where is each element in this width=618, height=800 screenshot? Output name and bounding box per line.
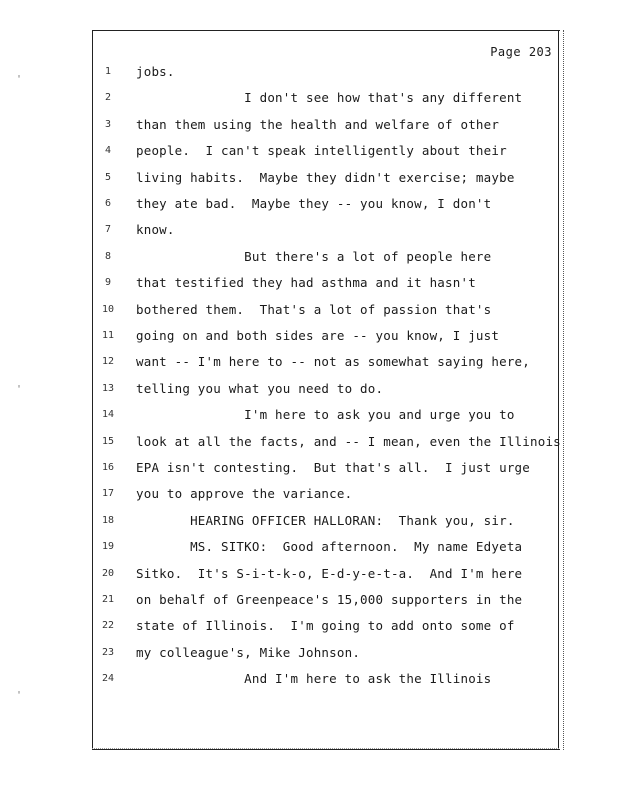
line-text: jobs. <box>136 64 175 79</box>
line-text: they ate bad. Maybe they -- you know, I don't <box>136 196 492 211</box>
line-text: MS. SITKO: Good afternoon. My name Edyeta <box>136 539 523 555</box>
transcript-line <box>0 645 618 665</box>
transcript-line <box>0 64 618 84</box>
line-text: than them using the health and welfare of other <box>136 116 500 132</box>
transcript-line <box>0 249 618 269</box>
transcript-line <box>0 196 618 216</box>
transcript-line <box>0 328 618 348</box>
line-text: people. I can't speak intelligently about their <box>136 143 507 159</box>
line-text: look at all the facts, and -- I mean, even the Illinois <box>136 433 561 449</box>
line-text: on behalf of Greenpeace's 15,000 supporters in the <box>136 592 523 607</box>
line-number: 23 <box>101 646 115 658</box>
line-number: 1 <box>104 66 112 77</box>
scan-mark: ' <box>16 384 23 395</box>
transcript-line <box>0 381 618 401</box>
transcript-line <box>0 434 618 454</box>
line-number: 13 <box>101 382 115 394</box>
scan-mark: ' <box>16 690 23 701</box>
page-number: Page 203 <box>490 45 552 59</box>
line-number: 11 <box>101 330 115 341</box>
transcript-line <box>0 566 618 586</box>
transcript-line <box>0 486 618 506</box>
transcript-line <box>0 354 618 374</box>
line-text: Sitko. It's S-i-t-k-o, E-d-y-e-t-a. And I'm here <box>136 565 523 581</box>
line-number: 8 <box>104 250 112 262</box>
line-text: state of Illinois. I'm going to add onto some of <box>136 618 515 634</box>
line-text: EPA isn't contesting. But that's all. I just urge <box>136 460 531 475</box>
line-text: know. <box>136 222 175 238</box>
transcript-line <box>0 618 618 638</box>
line-text: want -- I'm here to -- not as somewhat saying here, <box>136 354 531 370</box>
scan-mark: ' <box>16 74 23 85</box>
line-text: you to approve the variance. <box>136 486 353 502</box>
transcript-line <box>0 671 618 691</box>
transcript-line <box>0 90 618 110</box>
line-number: 24 <box>101 673 115 685</box>
bottom-scan-edge <box>92 748 559 749</box>
line-number: 5 <box>104 171 112 183</box>
transcript-line <box>0 539 618 559</box>
line-number: 6 <box>104 198 112 209</box>
transcript-line <box>0 302 618 322</box>
line-number: 12 <box>101 356 115 368</box>
transcript-line <box>0 170 618 190</box>
transcript-line <box>0 592 618 612</box>
transcript-line <box>0 222 618 242</box>
line-text: going on and both sides are -- you know, I just <box>136 328 500 343</box>
line-number: 2 <box>104 92 112 104</box>
line-number: 15 <box>101 435 115 447</box>
line-number: 18 <box>101 514 115 526</box>
line-number: 19 <box>101 541 115 553</box>
line-text: I'm here to ask you and urge you to <box>136 407 515 423</box>
line-number: 17 <box>101 488 115 500</box>
transcript-line <box>0 143 618 163</box>
line-text: I don't see how that's any different <box>136 90 523 106</box>
transcript-line <box>0 117 618 137</box>
line-text: that testified they had asthma and it hasn't <box>136 275 476 291</box>
transcript-line <box>0 460 618 480</box>
line-number: 14 <box>101 409 115 421</box>
line-number: 7 <box>104 224 112 236</box>
line-number: 21 <box>101 594 115 605</box>
line-number: 4 <box>104 145 112 157</box>
line-text: my colleague's, Mike Johnson. <box>136 644 361 660</box>
line-number: 20 <box>101 567 115 579</box>
line-text: HEARING OFFICER HALLORAN: Thank you, sir. <box>136 512 515 528</box>
line-number: 10 <box>101 303 115 315</box>
transcript-line <box>0 275 618 295</box>
line-number: 3 <box>104 118 112 130</box>
transcript-line <box>0 407 618 427</box>
transcript-line <box>0 513 618 533</box>
line-number: 16 <box>101 462 115 473</box>
line-number: 22 <box>101 620 115 632</box>
line-text: living habits. Maybe they didn't exercise; maybe <box>136 169 515 185</box>
line-text: And I'm here to ask the Illinois <box>136 671 492 687</box>
line-text: But there's a lot of people here <box>136 248 492 264</box>
line-number: 9 <box>104 277 112 289</box>
line-text: bothered them. That's a lot of passion that's <box>136 301 492 317</box>
line-text: telling you what you need to do. <box>136 380 384 396</box>
